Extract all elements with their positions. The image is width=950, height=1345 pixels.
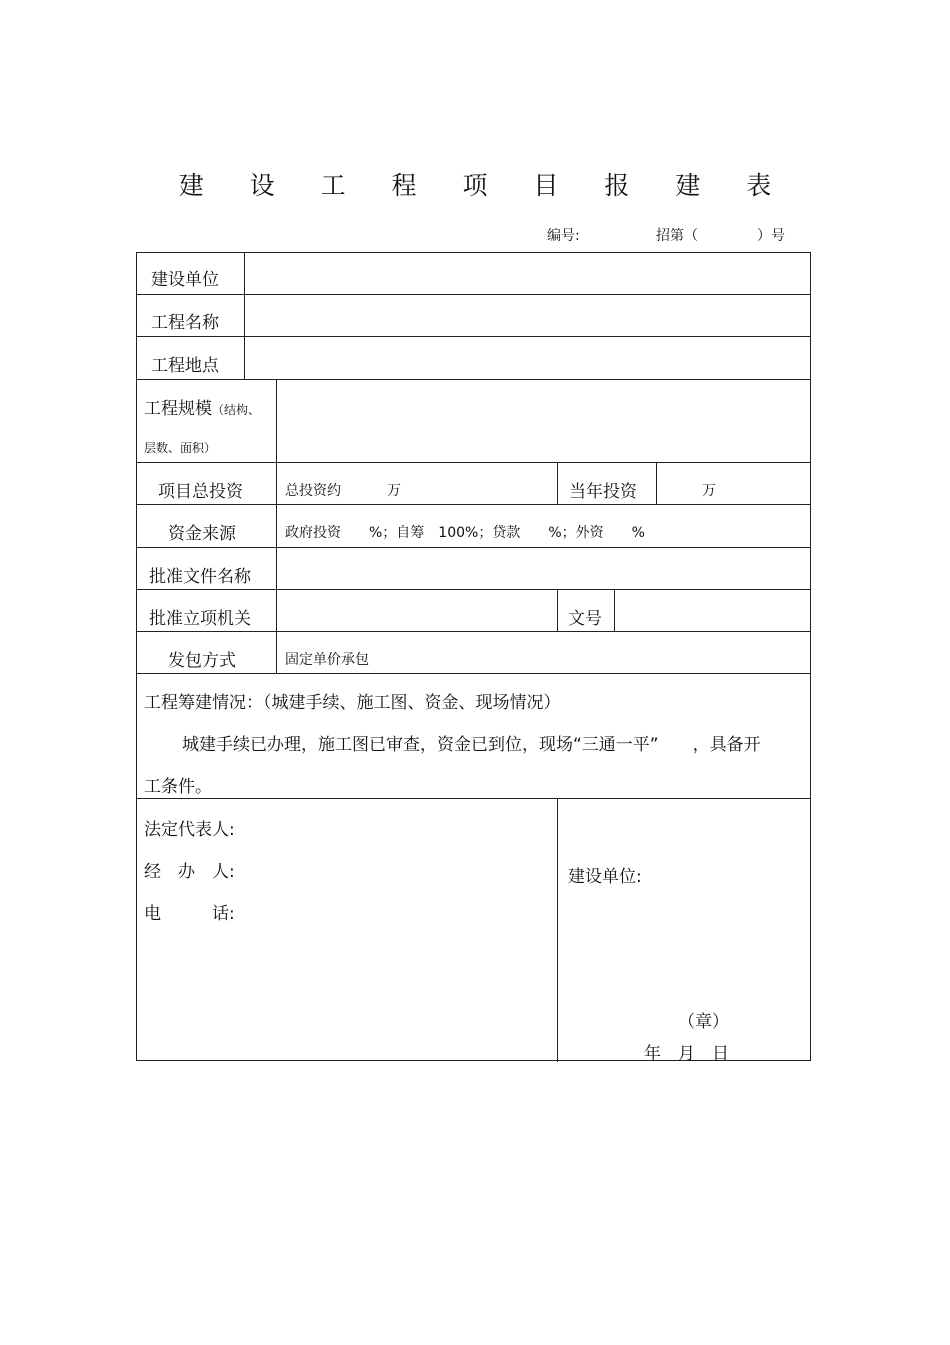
handler-label: 经 办 人: bbox=[144, 862, 235, 882]
registration-form bbox=[136, 252, 811, 1064]
project-scale-note: （结构、 bbox=[212, 403, 261, 417]
project-scale-label bbox=[144, 394, 260, 419]
row-divider bbox=[137, 294, 810, 295]
project-scale-note-2: 层数、面积） bbox=[144, 441, 217, 455]
preparation-line-1: 城建手续已办理，施工图已审查，资金已到位，现场“三通一平” ，具备开 bbox=[182, 735, 761, 755]
annual-investment-unit: 万 bbox=[702, 483, 716, 499]
project-scale-title: 工程规模 bbox=[144, 399, 212, 419]
row-divider bbox=[137, 631, 810, 632]
bid-number-suffix: ）号 bbox=[757, 228, 785, 244]
seal-label: （章） bbox=[678, 1012, 729, 1032]
row-divider bbox=[137, 547, 810, 548]
column-divider bbox=[276, 379, 277, 673]
approval-document-label: 批准文件名称 bbox=[149, 567, 251, 587]
total-investment-unit: 万 bbox=[387, 483, 401, 499]
funding-source-label: 资金来源 bbox=[168, 524, 236, 544]
row-divider bbox=[137, 504, 810, 505]
phone-label: 电 话: bbox=[144, 904, 235, 924]
row-divider bbox=[137, 589, 810, 590]
column-divider bbox=[557, 589, 558, 631]
legal-representative-label: 法定代表人: bbox=[144, 820, 235, 840]
total-investment-label: 项目总投资 bbox=[158, 482, 243, 502]
column-divider bbox=[656, 462, 657, 504]
column-divider bbox=[244, 253, 245, 379]
row-divider bbox=[137, 673, 810, 674]
annual-investment-label: 当年投资 bbox=[569, 482, 637, 502]
row-divider bbox=[137, 336, 810, 337]
column-divider bbox=[614, 589, 615, 631]
funding-source-value[interactable]: 政府投资 %；自筹 100%；贷款 %；外资 % bbox=[285, 525, 645, 541]
construction-unit-label: 建设单位 bbox=[151, 270, 219, 290]
contract-method-value[interactable]: 固定单价承包 bbox=[285, 652, 369, 668]
row-divider bbox=[137, 462, 810, 463]
construction-unit-signature-label: 建设单位: bbox=[568, 867, 642, 887]
bid-number-prefix: 招第（ bbox=[656, 228, 698, 244]
row-divider bbox=[137, 798, 810, 799]
column-divider bbox=[557, 798, 558, 1062]
page-title: 建 设 工 程 项 目 报 建 表 bbox=[178, 171, 791, 200]
total-investment-prefix: 总投资约 bbox=[285, 483, 341, 499]
date-label: 年 月 日 bbox=[644, 1044, 729, 1064]
column-divider bbox=[557, 462, 558, 504]
project-name-label: 工程名称 bbox=[151, 313, 219, 333]
number-label: 编号: bbox=[547, 228, 580, 244]
preparation-line-2: 工条件。 bbox=[144, 777, 212, 797]
project-location-label: 工程地点 bbox=[151, 356, 219, 376]
document-number-label: 文号 bbox=[568, 609, 602, 629]
approval-authority-label: 批准立项机关 bbox=[149, 609, 251, 629]
row-divider bbox=[137, 379, 810, 380]
preparation-heading: 工程筹建情况：（城建手续、施工图、资金、现场情况） bbox=[144, 693, 561, 713]
number-line bbox=[0, 225, 950, 245]
contract-method-label: 发包方式 bbox=[168, 651, 236, 671]
